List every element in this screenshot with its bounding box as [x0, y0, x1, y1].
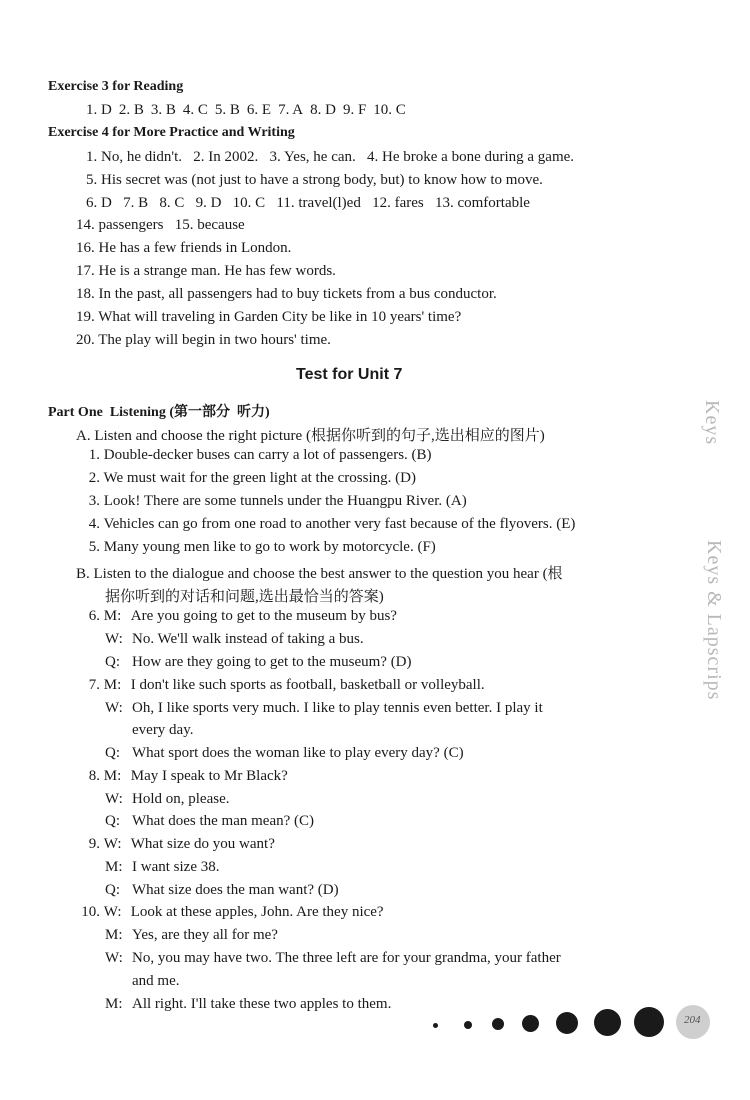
- decorative-dot: [464, 1021, 472, 1029]
- speaker-label: W:: [105, 950, 123, 966]
- answer: 1. D: [86, 102, 112, 118]
- listening-item: [76, 516, 575, 533]
- item-text: Look! There are some tunnels under the Huangpu River. (A): [103, 493, 467, 509]
- dialogue-line: [76, 608, 397, 625]
- item-text: Double-decker buses can carry a lot of passengers. (B): [103, 447, 432, 463]
- item-text: Many young men like to go to work by motorcycle. (F): [103, 539, 436, 555]
- speaker-label: M:: [103, 608, 122, 624]
- exercise-4-item: [76, 240, 291, 257]
- answer: 9. F: [342, 102, 367, 118]
- speaker-label: M:: [103, 768, 122, 784]
- dialogue-line: [76, 904, 384, 921]
- item-number: 7.: [88, 677, 100, 693]
- item-text: In the past, all passengers had to buy tickets from a bus conductor.: [98, 286, 497, 302]
- answer: 8. D: [310, 102, 336, 118]
- item-number: 8.: [88, 768, 100, 784]
- dialogue-question: [105, 654, 412, 671]
- item-number: 10.: [81, 904, 100, 920]
- answer: 7. A: [278, 102, 304, 118]
- dialogue-question: [105, 882, 339, 899]
- exercise-4-item: [76, 332, 331, 349]
- item-number: 20.: [76, 332, 95, 348]
- dialogue-text: What size do you want?: [130, 836, 275, 852]
- item-number: 3.: [88, 493, 100, 509]
- section-a-instruction: [76, 424, 545, 445]
- dialogue-line: [105, 950, 561, 967]
- decorative-dot: [634, 1007, 664, 1037]
- dialogue-text: No. We'll walk instead of taking a bus.: [132, 631, 364, 647]
- dialogue-line-cont: and me.: [132, 973, 180, 989]
- instruction-text: Listen and choose the right picture (根据你听到的句子,选出相应的图片): [94, 428, 545, 444]
- exercise-3-heading: Exercise 3 for Reading: [48, 79, 184, 94]
- decorative-dot: [594, 1009, 621, 1036]
- item-text: The play will begin in two hours' time.: [98, 332, 331, 348]
- decorative-dot: [556, 1012, 578, 1034]
- dialogue-text: Look at these apples, John. Are they nice?: [130, 904, 384, 920]
- dialogue-question: [105, 813, 314, 830]
- instruction-text: Listen to the dialogue and choose the best answer to the question you hear (根: [93, 566, 563, 582]
- dialogue-line-cont: every day.: [132, 722, 194, 738]
- speaker-label: W:: [105, 631, 123, 647]
- dialogue-text: Oh, I like sports very much. I like to play tennis even better. I play it: [132, 700, 543, 716]
- speaker-label: Q:: [105, 745, 120, 761]
- dialogue-line: [105, 927, 278, 944]
- listening-item: [76, 539, 436, 556]
- speaker-label: W:: [105, 700, 123, 716]
- decorative-dot: [522, 1015, 539, 1032]
- exercise-4-item: [76, 217, 245, 234]
- section-b-instruction-cont: 据你听到的对话和问题,选出最恰当的答案): [105, 589, 384, 605]
- dialogue-text: Yes, are they all for me?: [132, 927, 278, 943]
- exercise-4-item: [76, 309, 461, 326]
- dialogue-text: What size does the man want? (D): [132, 882, 339, 898]
- exercise-4-heading: Exercise 4 for More Practice and Writing: [48, 125, 295, 140]
- decorative-dot: [433, 1023, 438, 1028]
- speaker-label: W:: [105, 791, 123, 807]
- side-running-header-faint: Keys: [701, 400, 723, 446]
- answer: 10. C: [373, 102, 406, 118]
- dialogue-line: [105, 700, 543, 717]
- dialogue-line: [76, 677, 485, 694]
- dialogue-line: [76, 768, 288, 785]
- dialogue-text: How are they going to get to the museum? (D): [132, 654, 412, 670]
- dialogue-question: [105, 745, 464, 762]
- speaker-label: M:: [105, 859, 123, 875]
- answer: 2. B: [118, 102, 144, 118]
- speaker-label: M:: [103, 677, 122, 693]
- speaker-label: M:: [105, 996, 123, 1012]
- item-number: 17.: [76, 263, 95, 279]
- section-label: B.: [76, 566, 90, 582]
- side-running-header: Keys & Lapscrips: [703, 540, 725, 701]
- exercise-4-item: [76, 263, 336, 280]
- answer: 4. C: [182, 102, 208, 118]
- listening-item: [76, 493, 467, 510]
- dialogue-text: What sport does the woman like to play every day? (C): [132, 745, 464, 761]
- speaker-label: M:: [105, 927, 123, 943]
- item-number: 16.: [76, 240, 95, 256]
- speaker-label: W:: [103, 904, 122, 920]
- item-number: 5.: [88, 539, 100, 555]
- exercise-4-line-1: 1. No, he didn't. 2. In 2002. 3. Yes, he can. 4. He broke a bone during a game.: [86, 149, 575, 165]
- dialogue-text: No, you may have two. The three left are for your grandma, your father: [132, 950, 561, 966]
- dialogue-line: [105, 631, 364, 648]
- listening-item: [76, 470, 416, 487]
- exercise-3-answers: [86, 102, 413, 119]
- speaker-label: Q:: [105, 882, 120, 898]
- item-number: 1.: [88, 447, 100, 463]
- item-number: 2.: [88, 470, 100, 486]
- speaker-label: W:: [103, 836, 122, 852]
- item-text: passengers 15. because: [98, 217, 245, 233]
- listening-item: [76, 447, 432, 464]
- item-text: We must wait for the green light at the crossing. (D): [103, 470, 416, 486]
- exercise-4-item: [76, 286, 497, 303]
- speaker-label: Q:: [105, 654, 120, 670]
- item-text: He has a few friends in London.: [98, 240, 292, 256]
- section-b-instruction: [76, 562, 563, 583]
- dialogue-text: I want size 38.: [132, 859, 220, 875]
- dialogue-line: [105, 791, 229, 808]
- item-number: 4.: [88, 516, 100, 532]
- item-number: 14.: [76, 217, 95, 233]
- dialogue-text: I don't like such sports as football, basketball or volleyball.: [130, 677, 485, 693]
- answer: 5. B: [214, 102, 240, 118]
- page-number: 204: [684, 1014, 701, 1026]
- exercise-4-line-3: 6. D 7. B 8. C 9. D 10. C 11. travel(l)ed 12. fares 13. comfortable: [86, 195, 530, 211]
- dialogue-text: May I speak to Mr Black?: [130, 768, 288, 784]
- dialogue-line: [105, 859, 219, 876]
- item-number: 9.: [88, 836, 100, 852]
- item-text: Vehicles can go from one road to another very fast because of the flyovers. (E): [103, 516, 576, 532]
- item-text: What will traveling in Garden City be like in 10 years' time?: [98, 309, 462, 325]
- section-label: A.: [76, 428, 91, 444]
- item-number: 18.: [76, 286, 95, 302]
- dialogue-text: What does the man mean? (C): [132, 813, 315, 829]
- item-text: He is a strange man. He has few words.: [98, 263, 336, 279]
- dialogue-text: Are you going to get to the museum by bus?: [130, 608, 397, 624]
- dialogue-line: [105, 996, 391, 1013]
- exercise-4-line-2: 5. His secret was (not just to have a strong body, but) to know how to move.: [86, 172, 543, 188]
- part-one-heading: Part One Listening (第一部分 听力): [48, 405, 270, 420]
- answer: 6. E: [246, 102, 272, 118]
- dialogue-text: Hold on, please.: [132, 791, 230, 807]
- dialogue-line: [76, 836, 275, 853]
- test-title: Test for Unit 7: [296, 366, 403, 383]
- dialogue-text: All right. I'll take these two apples to them.: [132, 996, 392, 1012]
- item-number: 6.: [88, 608, 100, 624]
- speaker-label: Q:: [105, 813, 120, 829]
- item-number: 19.: [76, 309, 95, 325]
- decorative-dot: [492, 1018, 504, 1030]
- answer: 3. B: [150, 102, 176, 118]
